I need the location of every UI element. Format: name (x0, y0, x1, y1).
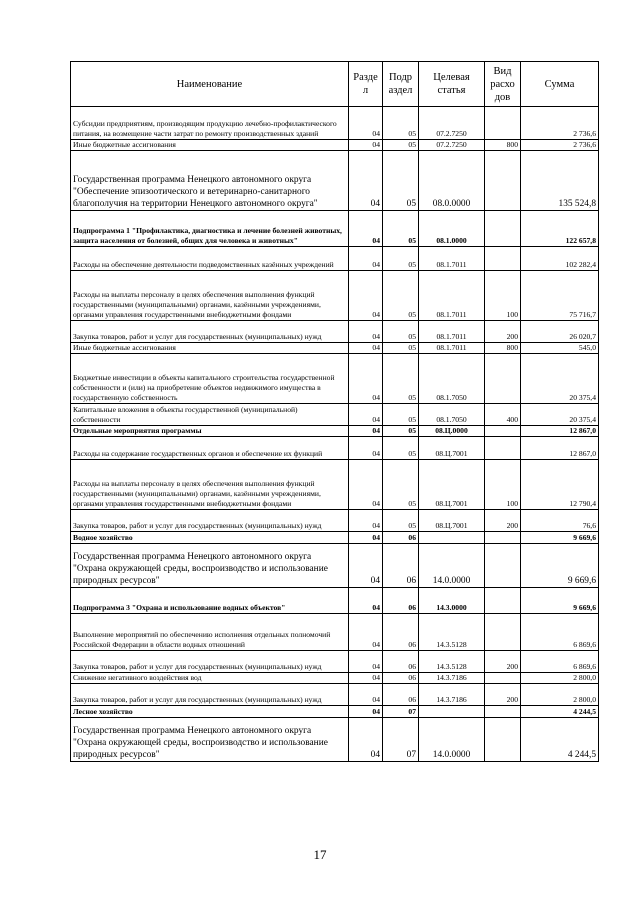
cell-subsection: 05 (383, 404, 419, 426)
table-row (71, 532, 599, 544)
cell-section: 04 (349, 706, 383, 718)
table-row (71, 544, 599, 588)
cell-sum: 12 867,0 (521, 426, 599, 437)
cell-name: Закупка товаров, работ и услуг для государственных (муниципальных) нужд (71, 321, 349, 343)
cell-section: 04 (349, 426, 383, 437)
cell-target: 08.1.7011 (419, 247, 485, 271)
cell-target: 08.Ц.0000 (419, 426, 485, 437)
cell-sum: 4 244,5 (521, 706, 599, 718)
cell-section: 04 (349, 651, 383, 673)
cell-section: 04 (349, 684, 383, 706)
cell-section: 04 (349, 404, 383, 426)
cell-kind: 400 (485, 404, 521, 426)
cell-kind (485, 151, 521, 211)
table-row (71, 107, 599, 140)
cell-kind (485, 211, 521, 247)
cell-sum: 20 375,4 (521, 354, 599, 404)
cell-subsection: 05 (383, 140, 419, 151)
cell-name: Расходы на содержание государственных органов и обеспечение их функций (71, 437, 349, 460)
header-section: Разде л (349, 62, 383, 107)
cell-kind (485, 437, 521, 460)
cell-subsection: 05 (383, 211, 419, 247)
table-row (71, 404, 599, 426)
cell-kind (485, 532, 521, 544)
cell-section: 04 (349, 140, 383, 151)
cell-name: Государственная программа Ненецкого автономного округа "Охрана окружающей среды, воспроизводство и использование природных ресурсов" (71, 544, 349, 588)
cell-sum: 9 669,6 (521, 588, 599, 614)
cell-name: Расходы на выплаты персоналу в целях обеспечения выполнения функций государственными (муниципальными) органами, казёнными учреждениями, органами управления государственными внебюджетными фондами (71, 460, 349, 510)
cell-target: 14.3.5128 (419, 651, 485, 673)
cell-name: Водное хозяйство (71, 532, 349, 544)
cell-kind (485, 588, 521, 614)
cell-name: Государственная программа Ненецкого автономного округа "Охрана окружающей среды, воспроизводство и использование природных ресурсов" (71, 718, 349, 762)
cell-subsection: 06 (383, 684, 419, 706)
cell-kind: 800 (485, 140, 521, 151)
cell-section: 04 (349, 614, 383, 651)
cell-kind (485, 107, 521, 140)
table-row (71, 673, 599, 684)
header-kind: Вид расхо дов (485, 62, 521, 107)
cell-subsection: 06 (383, 651, 419, 673)
cell-kind (485, 706, 521, 718)
cell-section: 04 (349, 151, 383, 211)
table-row (71, 706, 599, 718)
cell-section: 04 (349, 588, 383, 614)
cell-kind: 200 (485, 651, 521, 673)
cell-subsection: 05 (383, 426, 419, 437)
cell-target: 07.2.7250 (419, 107, 485, 140)
cell-subsection: 06 (383, 614, 419, 651)
cell-kind: 200 (485, 684, 521, 706)
cell-section: 04 (349, 321, 383, 343)
cell-target: 14.3.7186 (419, 684, 485, 706)
cell-sum: 2 736,6 (521, 107, 599, 140)
cell-name: Закупка товаров, работ и услуг для государственных (муниципальных) нужд (71, 684, 349, 706)
cell-subsection: 05 (383, 437, 419, 460)
cell-target: 08.1.7050 (419, 354, 485, 404)
cell-target: 14.3.5128 (419, 614, 485, 651)
cell-sum: 6 869,6 (521, 651, 599, 673)
cell-subsection: 06 (383, 544, 419, 588)
cell-subsection: 05 (383, 460, 419, 510)
cell-target (419, 532, 485, 544)
table-row (71, 211, 599, 247)
cell-section: 04 (349, 343, 383, 354)
cell-target: 08.Ц.7001 (419, 437, 485, 460)
cell-kind (485, 247, 521, 271)
cell-sum: 135 524,8 (521, 151, 599, 211)
cell-kind: 100 (485, 460, 521, 510)
cell-section: 04 (349, 271, 383, 321)
cell-target: 08.Ц.7001 (419, 460, 485, 510)
cell-name: Закупка товаров, работ и услуг для государственных (муниципальных) нужд (71, 510, 349, 532)
cell-section: 04 (349, 510, 383, 532)
cell-kind (485, 673, 521, 684)
cell-subsection: 05 (383, 151, 419, 211)
cell-section: 04 (349, 544, 383, 588)
cell-target: 14.0.0000 (419, 718, 485, 762)
cell-section: 04 (349, 211, 383, 247)
cell-name: Расходы на выплаты персоналу в целях обеспечения выполнения функций государственными (муниципальными) органами, казёнными учреждениями, органами управления государственными внебюджетными фондами (71, 271, 349, 321)
cell-target: 08.0.0000 (419, 151, 485, 211)
cell-target: 08.1.7011 (419, 343, 485, 354)
cell-target (419, 706, 485, 718)
cell-name: Лесное хозяйство (71, 706, 349, 718)
cell-kind (485, 354, 521, 404)
cell-name: Выполнение мероприятий по обеспечению исполнения отдельных полномочий Российской Федерации в области водных отношений (71, 614, 349, 651)
cell-subsection: 05 (383, 510, 419, 532)
table-header-row (71, 62, 599, 107)
table-row (71, 510, 599, 532)
cell-kind: 100 (485, 271, 521, 321)
cell-name: Расходы на обеспечение деятельности подведомственных казённых учреждений (71, 247, 349, 271)
table-row (71, 343, 599, 354)
header-target: Целевая статья (419, 62, 485, 107)
table-row (71, 247, 599, 271)
cell-name: Снижение негативного воздействия вод (71, 673, 349, 684)
table-row (71, 437, 599, 460)
cell-name: Государственная программа Ненецкого автономного округа "Обеспечение эпизоотического и ветеринарно-санитарного благополучия на территории Ненецкого автономного округа" (71, 151, 349, 211)
cell-target: 08.1.7050 (419, 404, 485, 426)
cell-section: 04 (349, 673, 383, 684)
cell-section: 04 (349, 437, 383, 460)
cell-sum: 2 736,6 (521, 140, 599, 151)
table-row (71, 651, 599, 673)
page-number: 17 (313, 847, 327, 862)
budget-table (70, 61, 599, 762)
cell-section: 04 (349, 532, 383, 544)
cell-section: 04 (349, 247, 383, 271)
table-row (71, 151, 599, 211)
header-subsection: Подр аздел (383, 62, 419, 107)
cell-sum: 6 869,6 (521, 614, 599, 651)
table-row (71, 271, 599, 321)
cell-sum: 20 375,4 (521, 404, 599, 426)
table-row (71, 460, 599, 510)
table-row (71, 140, 599, 151)
cell-name: Субсидии предприятиям, производящим продукцию лечебно-профилактического питания, на возмещение части затрат по ремонту производственных зданий (71, 107, 349, 140)
cell-name: Иные бюджетные ассигнования (71, 343, 349, 354)
cell-name: Отдельные мероприятия программы (71, 426, 349, 437)
cell-kind (485, 426, 521, 437)
cell-subsection: 05 (383, 271, 419, 321)
table-row (71, 684, 599, 706)
cell-sum: 9 669,6 (521, 532, 599, 544)
cell-subsection: 05 (383, 107, 419, 140)
cell-target: 08.1.7011 (419, 271, 485, 321)
cell-target: 08.1.0000 (419, 211, 485, 247)
table-row (71, 426, 599, 437)
cell-target: 08.1.7011 (419, 321, 485, 343)
table-row (71, 718, 599, 762)
cell-subsection: 07 (383, 706, 419, 718)
cell-sum: 26 020,7 (521, 321, 599, 343)
cell-sum: 102 282,4 (521, 247, 599, 271)
header-sum: Сумма (521, 62, 599, 107)
cell-kind (485, 718, 521, 762)
cell-subsection: 05 (383, 321, 419, 343)
cell-section: 04 (349, 107, 383, 140)
table-row (71, 354, 599, 404)
cell-name: Бюджетные инвестиции в объекты капитального строительства государственной собственности и (или) на приобретение объектов недвижимого имущества в государственную собственность (71, 354, 349, 404)
cell-name: Закупка товаров, работ и услуг для государственных (муниципальных) нужд (71, 651, 349, 673)
table-row (71, 588, 599, 614)
cell-target: 08.Ц.7001 (419, 510, 485, 532)
cell-name: Капитальные вложения в объекты государственной (муниципальной) собственности (71, 404, 349, 426)
cell-sum: 2 800,0 (521, 684, 599, 706)
table-body (71, 107, 599, 762)
cell-name: Иные бюджетные ассигнования (71, 140, 349, 151)
cell-sum: 12 867,0 (521, 437, 599, 460)
cell-subsection: 06 (383, 588, 419, 614)
cell-section: 04 (349, 718, 383, 762)
cell-section: 04 (349, 460, 383, 510)
cell-kind (485, 614, 521, 651)
cell-sum: 76,6 (521, 510, 599, 532)
cell-kind: 200 (485, 321, 521, 343)
cell-subsection: 05 (383, 354, 419, 404)
cell-sum: 122 657,8 (521, 211, 599, 247)
cell-target: 07.2.7250 (419, 140, 485, 151)
cell-subsection: 05 (383, 343, 419, 354)
header-name: Наименование (71, 62, 349, 107)
cell-subsection: 06 (383, 532, 419, 544)
cell-sum: 2 800,0 (521, 673, 599, 684)
cell-target: 14.0.0000 (419, 544, 485, 588)
cell-subsection: 05 (383, 247, 419, 271)
cell-section: 04 (349, 354, 383, 404)
cell-target: 14.3.7186 (419, 673, 485, 684)
cell-kind: 800 (485, 343, 521, 354)
table-row (71, 614, 599, 651)
cell-name: Подпрограмма 3 "Охрана и использование водных объектов" (71, 588, 349, 614)
cell-sum: 75 716,7 (521, 271, 599, 321)
cell-kind (485, 544, 521, 588)
cell-kind: 200 (485, 510, 521, 532)
cell-sum: 545,0 (521, 343, 599, 354)
cell-subsection: 07 (383, 718, 419, 762)
cell-sum: 9 669,6 (521, 544, 599, 588)
cell-target: 14.3.0000 (419, 588, 485, 614)
cell-sum: 12 790,4 (521, 460, 599, 510)
cell-subsection: 06 (383, 673, 419, 684)
cell-name: Подпрограмма 1 "Профилактика, диагностика и лечение болезней животных, защита населения от болезней, общих для человека и животных" (71, 211, 349, 247)
table-row (71, 321, 599, 343)
cell-sum: 4 244,5 (521, 718, 599, 762)
